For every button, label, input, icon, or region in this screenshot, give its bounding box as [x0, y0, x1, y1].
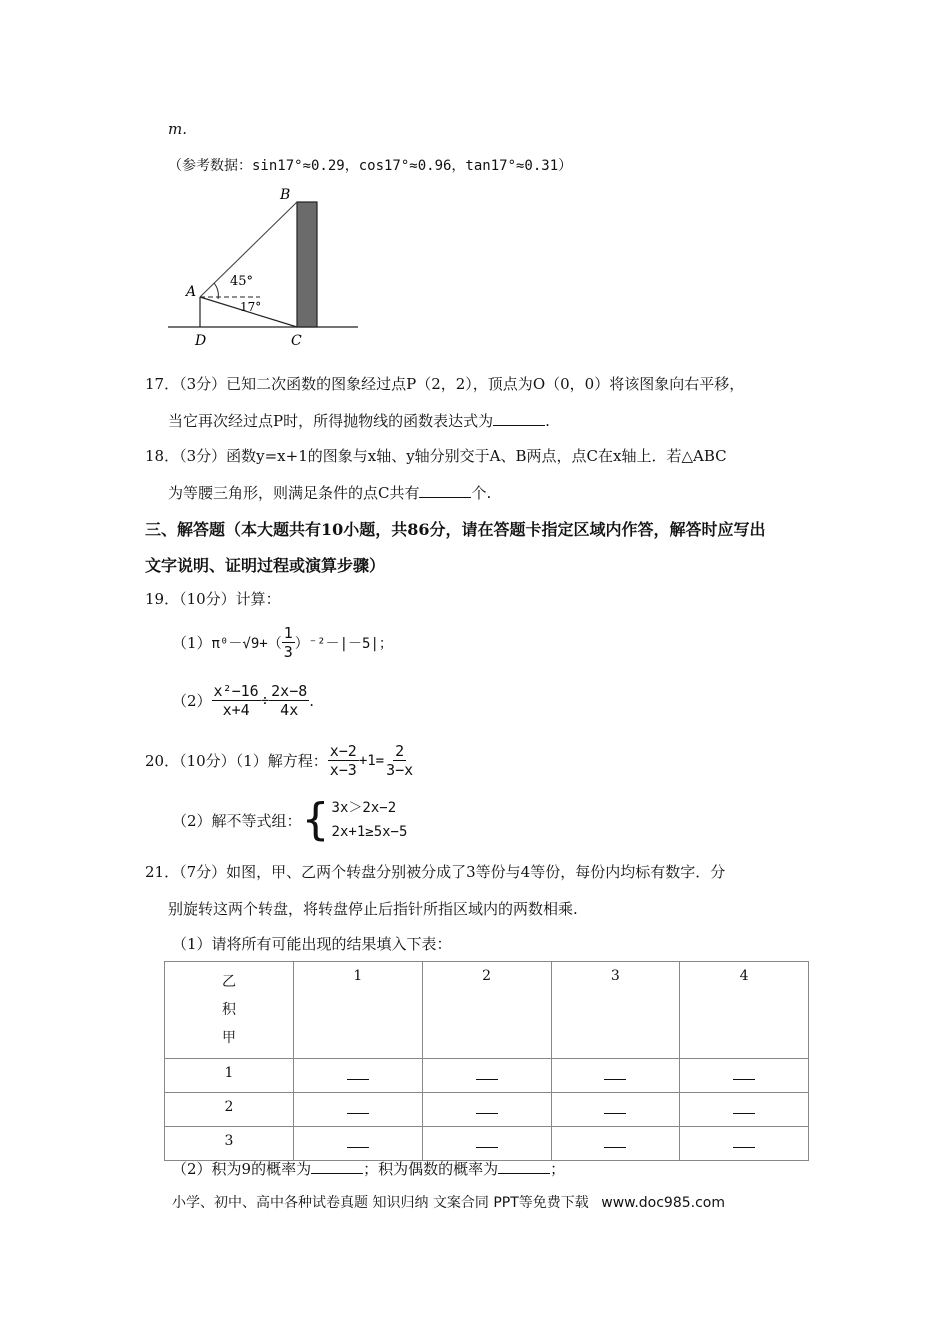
inequality-1: 3x＞2x−2 — [331, 800, 397, 816]
footer — [172, 1192, 725, 1212]
q18-line2: 为等腰三角形，则满足条件的点C共有 个. — [168, 484, 492, 502]
fraction: $\frac{2}{3-x}$ — [386, 742, 414, 779]
answer-cell — [551, 1093, 680, 1127]
answer-cell — [294, 1093, 423, 1127]
answer-cell — [422, 1127, 551, 1161]
q21-part2: （2）积为9的概率为 ；积为偶数的概率为 ； — [172, 1160, 566, 1178]
section3-heading-line1: 三、解答题（本大题共有10小题，共86分，请在答题卡指定区域内作答，解答时应写出 — [145, 520, 766, 539]
q17-line1: 17．（3分）已知二次函数的图象经过点P（2，2），顶点为O（0，0）将该图象向右平移， — [145, 375, 745, 393]
label-B: B — [280, 187, 291, 203]
row-header: 3 — [165, 1127, 294, 1161]
q21-line2: 别旋转这两个转盘，将转盘停止后指针所指区域内的两数相乘. — [168, 900, 578, 918]
answer-cell — [422, 1059, 551, 1093]
answer-blank — [419, 483, 471, 498]
building — [297, 202, 317, 327]
q19-part1: （1） π⁰－√9+（ $\frac{1}{3}$ ）⁻²－|－5|； — [172, 624, 393, 661]
footer-url[interactable]: www.doc985.com — [601, 1195, 725, 1211]
answer-cell — [422, 1093, 551, 1127]
angle-45-label: 45° — [230, 274, 254, 289]
q17-line2: 当它再次经过点P时，所得抛物线的函数表达式为 . — [168, 412, 550, 430]
inequality-2: 2x+1≥5x−5 — [331, 824, 408, 840]
fraction: $\frac{2x-8}{4x}$ — [271, 682, 308, 719]
answer-cell — [680, 1093, 809, 1127]
q20-part1: 20．（10分）（1）解方程： $\frac{x-2}{x-3}$ +1= $\frac{2}{3-x}$ — [145, 742, 414, 779]
fraction: $\frac{\text{x²−16}}{x+4}$ — [213, 682, 259, 719]
brace: { — [301, 794, 330, 845]
q18-line1: 18．（3分）函数y=x+1的图象与x轴、y轴分别交于A、B两点，点C在x轴上．若△ABC — [145, 447, 727, 465]
footer-text: 小学、初中、高中各种试卷真题 知识归纳 文案合同 PPT等免费下载 — [172, 1195, 589, 1211]
table-row — [165, 1059, 809, 1093]
q19-title: 19．（10分）计算： — [145, 590, 281, 608]
q19-part2: （2） $\frac{\text{x²−16}}{x+4}$ ÷ $\frac{2x-8}{4x}$ . — [172, 682, 315, 719]
q21-part1: （1）请将所有可能出现的结果填入下表： — [172, 935, 452, 953]
table-corner-header: 乙 积 甲 — [165, 962, 294, 1059]
q21-line1: 21．（7分）如图，甲、乙两个转盘分别被分成了3等份与4等份，每份内均标有数字．分 — [145, 863, 726, 881]
unit-fragment: m. — [168, 120, 187, 138]
table-row — [165, 1127, 809, 1161]
answer-cell — [294, 1127, 423, 1161]
column-header: 1 — [294, 962, 423, 1059]
column-header: 4 — [680, 962, 809, 1059]
row-header: 1 — [165, 1059, 294, 1093]
answer-cell — [551, 1059, 680, 1093]
answer-cell — [680, 1059, 809, 1093]
answer-blank — [498, 1159, 550, 1174]
result-table — [164, 961, 809, 1161]
answer-cell — [551, 1127, 680, 1161]
reference-data: （参考数据：sin17°≈0.29，cos17°≈0.96，tan17°≈0.31） — [168, 158, 573, 174]
column-header: 3 — [551, 962, 680, 1059]
section3-heading-line2: 文字说明、证明过程或演算步骤） — [145, 556, 386, 575]
label-A: A — [186, 284, 197, 300]
geometry-figure — [160, 182, 365, 354]
answer-cell — [294, 1059, 423, 1093]
table-row — [165, 1093, 809, 1127]
answer-blank — [493, 411, 545, 426]
fraction: $\frac{x-2}{x-3}$ — [329, 742, 357, 779]
answer-cell — [680, 1127, 809, 1161]
row-header: 2 — [165, 1093, 294, 1127]
answer-blank — [311, 1159, 363, 1174]
table-header-row — [165, 962, 809, 1059]
angle-17-label: 17° — [240, 300, 262, 314]
label-C: C — [291, 333, 302, 349]
q20-part2: （2）解不等式组： { 3x＞2x−2 2x+1≥5x−5 — [172, 794, 408, 845]
label-D: D — [195, 333, 207, 349]
fraction: $\frac{1}{3}$ — [283, 624, 293, 661]
column-header: 2 — [422, 962, 551, 1059]
